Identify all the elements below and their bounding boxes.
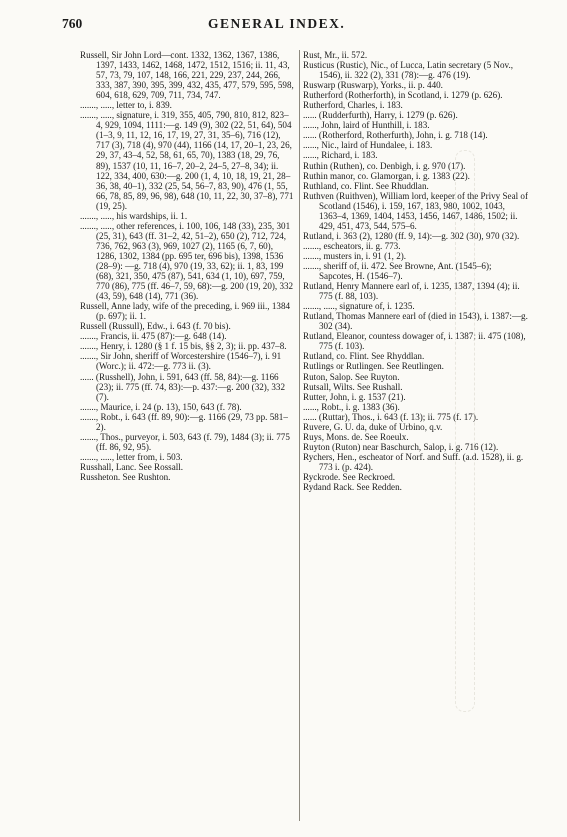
index-entry: ......, Robt., i. g. 1383 (36). (303, 401, 400, 412)
index-entry: ......., ....., his wardships, ii. 1. (80, 210, 188, 221)
index-entry: Ruthin manor, co. Glamorgan, i. g. 1383 (22). (303, 170, 470, 181)
index-entry: ...... (Rotherford, Rotherfurth), John, i. g. 718 (14). (303, 130, 488, 141)
index-entry: Ruswarp (Ruswarp), Yorks., ii. p. 440. (303, 80, 443, 91)
index-entry: Rutland, Henry Mannere earl of, i. 1235, 1387, 1394 (4); ii. 775 (f. 88, 103). (303, 281, 520, 302)
index-entry: Ruvere, G. U. da, duke of Urbino, q.v. (303, 421, 443, 432)
index-entry: Rychers, Hen., escheator of Norf. and Suff. (a.d. 1528), ii. g. 773 i. (p. 424). (303, 451, 524, 472)
index-entry: Ryckrode. See Reckroed. (303, 471, 396, 482)
index-entry: Rusticus (Rustic), Nic., of Lucca, Latin secretary (5 Nov., 1546), ii. 322 (2), 331 (78):—g. 476 (19). (303, 60, 514, 81)
index-entry: Rutlings or Rutlingen. See Reutlingen. (303, 361, 444, 372)
index-entry: Ruthland, co. Flint. See Rhuddlan. (303, 180, 429, 191)
index-entry: ......., sheriff of, ii. 472. See Browne, Ant. (1545–6); Sapcotes, H. (1546–7). (303, 260, 492, 282)
index-entry: Rutsall, Wilts. See Rushall. (303, 381, 403, 392)
page-header (62, 16, 501, 32)
index-entry: ......, Nic., laird of Hundalee, i. 183. (303, 140, 433, 151)
index-entry: ...... (Russhell), John, i. 591, 643 (ff. 58, 84):—g. 1166 (23); ii. 775 (ff. 74, 83):—p. 437:—g. 200 (32), 332 (7). (80, 371, 286, 402)
index-entry: Russheton. See Rushton. (80, 471, 171, 482)
index-entry: ......., ....., signature, i. 319, 355, 405, 790, 810, 812, 823–4, 929, 1094, 1111:—g. 149 (9), 302 (22, 51, 64), 504 (1–3, 9, 11, 12, 16, 17, 19, 27, 31, 35–6), 716 (12), 717 (3), 718 (4), 970 (44), 1166 (14, 17, 20–1, 23, 26, 29, 37, 43–4, 52, 58, 61, 65, 70), 1383 (18, 29, 76, 89), 1537 (10, 11, 16–7, 20–2, 24–5, 27–8, 34); ii. 122, 334, 400, 630:—g. 200 (1, 4, 10, 18, 19, 21, 28–36, 38, 40–1), 332 (25, 54, 56–7, 83, 90), 476 (1, 55, 66, 78, 85, 89, 96, 98), 648 (10, 11, 22, 30, 37–8), 771 (19, 25). (80, 110, 294, 211)
index-entry: Ruton, Salop. See Ruyton. (303, 371, 400, 382)
index-column-left (80, 50, 295, 823)
index-entry: ......., Maurice, i. 24 (p. 13), 150, 643 (f. 78). (80, 401, 242, 412)
index-entry: Russell (Russull), Edw., i. 643 (f. 70 bis). (80, 321, 231, 332)
running-title: GENERAL INDEX. (207, 16, 346, 31)
index-entry: ......., ....., letter from, i. 503. (80, 451, 183, 462)
index-entry: Ruthven (Ruithven), William lord, keeper of the Privy Seal of Scotland (1546), i. 159, 167, 183, 980, 1002, 1043, 1363–4, 1369, 1404, 1453, 1456, 1467, 1486, 1502; ii. 429, 451, 473, 544, 575–6. (303, 190, 528, 231)
index-entry: Rutland, co. Flint. See Rhyddlan. (303, 351, 425, 362)
index-entry: ......., Henry, i. 1280 (§ 1 f. 15 bis, §§ 2, 3); ii. pp. 437–8. (80, 341, 287, 352)
index-entry: ......., ....., other references, i. 100, 106, 148 (33), 235, 301 (25, 31), 643 (ff. 31–2, 42, 51–2), 650 (2), 712, 724, 736, 762, 963 (3), 969, 1027 (2), 1165 (6, 7, 60), 1286, 1302, 1384 (pp. 695 ter, 696 bis), 1398, 1536 (28–9): —g. 718 (4), 970 (19, 33, 62); ii. 1, 83, 199 (68), 321, 350, 475 (87), 541, 634 (1, 10), 697, 759, 770 (86), 775 (ff. 46–7, 59, 68):—g. 200 (19, 20), 332 (43, 59), 648 (14), 771 (36). (80, 220, 294, 302)
index-entry: Rutland, i. 363 (2), 1280 (ff. 9, 14):—g. 302 (30), 970 (32). (303, 230, 520, 241)
index-entry: ......., Sir John, sheriff of Worcestershire (1546–7), i. 91 (Worc.); ii. 472:—g. 773 ii. (3). (80, 351, 282, 372)
index-entry: ......., Thos., purveyor, i. 503, 643 (f. 79), 1484 (3); ii. 775 (ff. 86, 92, 95). (80, 431, 290, 452)
index-column-right (303, 50, 528, 823)
index-entry: ......., musters in, i. 91 (1, 2). (303, 250, 407, 261)
page-number: 760 (62, 16, 83, 31)
index-entry: Rutland, Eleanor, countess dowager of, i. 1387; ii. 475 (108), 775 (f. 103). (303, 331, 526, 352)
index-entry: Rust, Mr., ii. 572. (303, 50, 368, 60)
column-divider (299, 50, 300, 821)
index-entry: Rutherford, Charles, i. 183. (303, 100, 403, 111)
index-entry: ...... (Rudderfurth), Harry, i. 1279 (p. 626). (303, 110, 458, 121)
index-entry: Ruthin (Ruthen), co. Denbigh, i. g. 970 (17). (303, 160, 466, 171)
index-entry: Rutland, Thomas Mannere earl of (died in 1543), i. 1387:—g. 302 (34). (303, 311, 528, 332)
index-entry: Ruys, Mons. de. See Roeulx. (303, 431, 409, 442)
index-entry: Russell, Sir John Lord—cont. 1332, 1362, 1367, 1386, 1397, 1433, 1462, 1468, 1472, 1512, 1516; ii. 11, 43, 57, 73, 79, 107, 148, 166, 221, 229, 237, 244, 266, 333, 387, 390, 395, 399, 432, 435, 477, 579, 595, 598, 604, 618, 629, 709, 711, 734, 747. (80, 50, 294, 101)
index-entry: ......., Robt., i. 643 (ff. 89, 90):—g. 1166 (29, 73 pp. 581–2). (80, 411, 288, 432)
index-entry: Russell, Anne lady, wife of the preceding, i. 969 iii., 1384 (p. 697); ii. 1. (80, 301, 291, 322)
index-entry: ...... (Ruttar), Thos., i. 643 (f. 13); ii. 775 (f. 17). (303, 411, 479, 422)
index-entry: Ruyton (Ruton) near Baschurch, Salop, i. g. 716 (12). (303, 441, 499, 452)
library-stamp-watermark (455, 150, 475, 712)
index-entry: Rydand Rack. See Redden. (303, 482, 402, 493)
index-entry: ......., escheators, ii. g. 773. (303, 240, 401, 251)
index-entry: ......., ....., letter to, i. 839. (80, 100, 172, 111)
index-entry: ......, John, laird of Hunthill, i. 183. (303, 120, 430, 131)
index-entry: ......., ....., signature of, i. 1235. (303, 301, 415, 312)
index-entry: Russhall, Lanc. See Rossall. (80, 461, 184, 472)
index-entry: ......., Francis, ii. 475 (87):—g. 648 (14). (80, 331, 227, 342)
index-entry: Rutherford (Rotherforth), in Scotland, i. 1279 (p. 626). (303, 90, 503, 101)
index-entry: ......, Richard, i. 183. (303, 150, 378, 161)
index-entry: Rutter, John, i. g. 1537 (21). (303, 391, 406, 402)
